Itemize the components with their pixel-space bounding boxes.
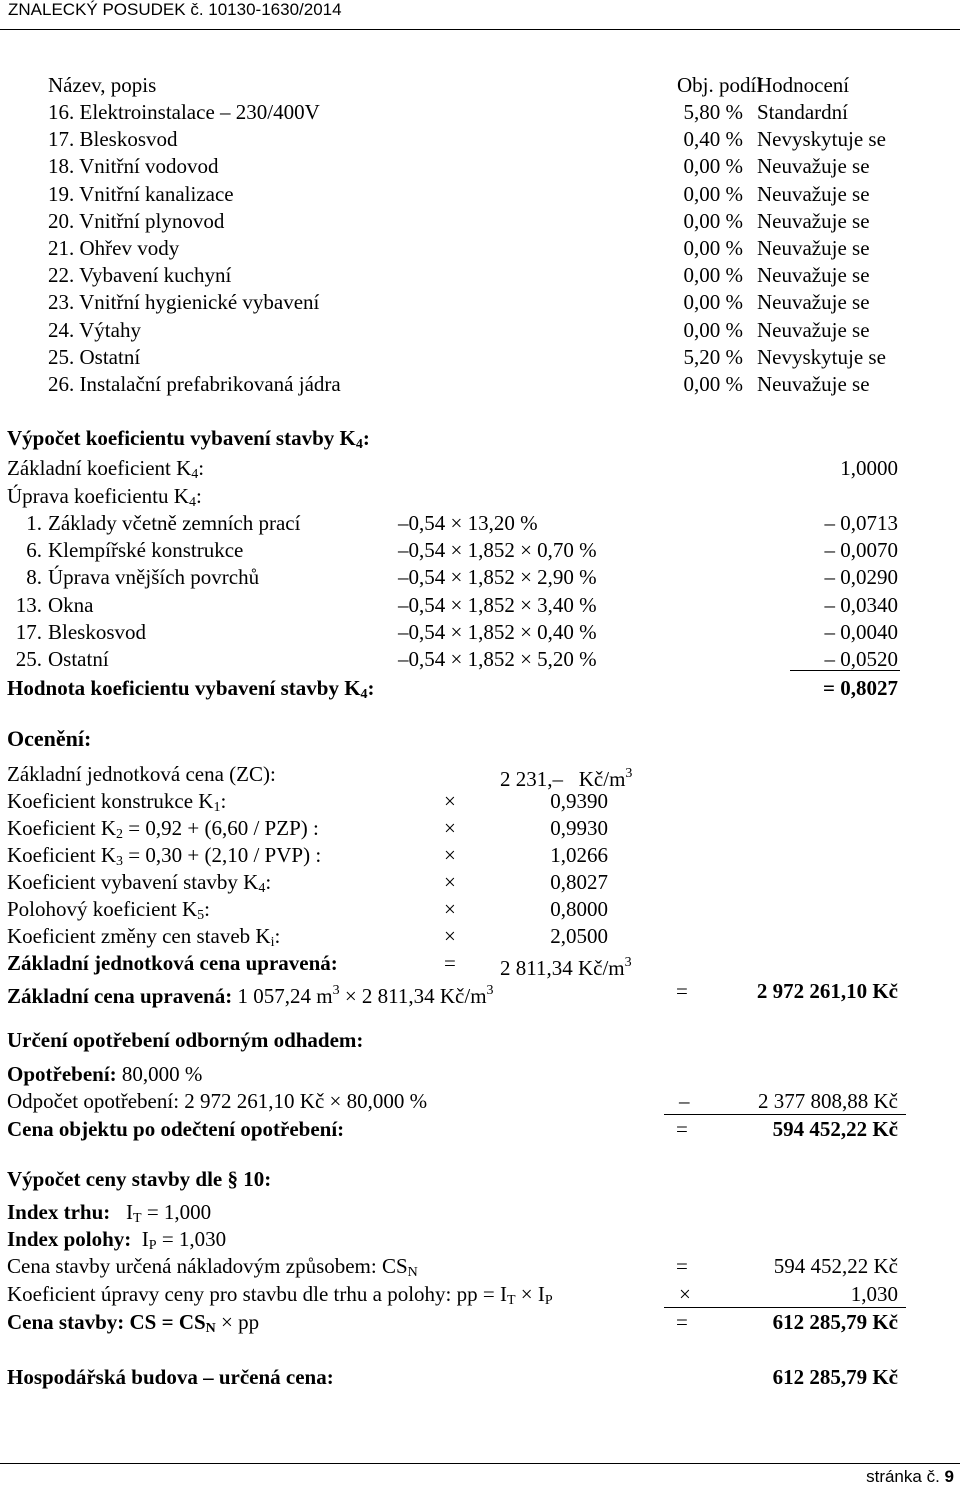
k4-item-number: 6.	[26, 538, 42, 563]
table-row-rating: Nevyskytuje se	[757, 127, 886, 152]
k2-times: ×	[444, 816, 456, 840]
table-row-rating: Standardní	[757, 100, 848, 124]
adj-unit-value: 2 811,34 $Kč/m^3$	[500, 955, 632, 980]
k4-item-name: Ostatní	[48, 647, 109, 671]
table-row-rating: Neuvažuje se	[757, 372, 870, 396]
table-row-rating: Neuvažuje se	[757, 208, 870, 233]
cs-line: Cena stavby: CS = $CS_N$ × pp	[7, 1310, 260, 1336]
table-row-share: 0,00 %	[683, 263, 743, 288]
adj-price-line: Základní cena upravená: 1 057,24 $m^3 \times 2$ 811,34 $Kč/m^3$	[7, 983, 494, 1008]
net-value: 594 452,22 Kč	[772, 1117, 898, 1141]
csn-label: Cena stavby určená nákladovým způsobem: $CS_N$	[7, 1254, 418, 1280]
wear-line: Opotřebení: 80,000 %	[7, 1062, 203, 1086]
k4-item-formula: –0,54 × 1,852 × 3,40 %	[398, 592, 597, 617]
adj-price-value: 2 972 261,10 Kč	[756, 979, 898, 1003]
k2-value: 0,9930	[550, 816, 608, 840]
k4-item-number: 13.	[15, 592, 42, 617]
k4-item-number: 1.	[26, 511, 42, 535]
table-row-share: 5,80 %	[683, 100, 743, 124]
adj-unit-eq: =	[444, 951, 456, 975]
col-share-header: Obj. podíl	[677, 73, 763, 97]
price10-heading: Výpočet ceny stavby dle § 10:	[7, 1167, 272, 1191]
k4-base-value: 1,0000	[840, 456, 898, 480]
table-row-share: 0,00 %	[683, 154, 743, 179]
table-row-share: 0,40 %	[683, 127, 743, 152]
ki-times: ×	[444, 924, 456, 948]
pp-rule	[664, 1307, 906, 1308]
table-row-rating: Neuvažuje se	[757, 290, 870, 315]
header-rule	[0, 29, 960, 30]
table-row-share: 5,20 %	[683, 344, 743, 369]
k4-heading: Výpočet koeficientu vybavení stavby $K_4$:	[7, 426, 370, 452]
deduction-sign: –	[679, 1089, 690, 1113]
table-row-share: 0,00 %	[683, 317, 743, 342]
k4-item-name: Okna	[48, 592, 94, 617]
pp-value: 1,030	[850, 1282, 898, 1306]
k4-item-value: – 0,0070	[824, 538, 898, 563]
table-row-rating: Nevyskytuje se	[757, 344, 886, 369]
k4v-value: 0,8027	[550, 870, 608, 894]
table-row-name: 22. Vybavení kuchyní	[48, 263, 232, 288]
header-title: ZNALECKÝ POSUDEK č. 10130-1630/2014	[8, 0, 342, 19]
wear-heading: Určení opotřebení odborným odhadem:	[7, 1028, 364, 1052]
zc-value: 2 231,– $Kč/m^3$	[500, 766, 633, 791]
k4-result-label: Hodnota koeficientu vybavení stavby $K_4$:	[7, 676, 375, 702]
deduction-value: 2 377 808,88 Kč	[758, 1089, 898, 1113]
table-row-rating: Neuvažuje se	[757, 181, 870, 206]
k4-item-number: 25.	[15, 647, 42, 671]
k4-item-name: Základy včetně zemních prací	[48, 511, 301, 535]
page-footer: stránka č. 9	[866, 1467, 954, 1486]
k4-item-number: 8.	[26, 565, 42, 590]
pp-sign: ×	[679, 1282, 691, 1306]
net-eq: =	[676, 1117, 688, 1141]
col-name-header: Název, popis	[48, 73, 157, 97]
table-row-rating: Neuvažuje se	[757, 236, 870, 260]
k3-times: ×	[444, 843, 456, 867]
table-row-rating: Neuvažuje se	[757, 154, 870, 179]
table-row-share: 0,00 %	[683, 208, 743, 233]
k1-label: Koeficient konstrukce $K_1$:	[7, 789, 227, 815]
k4-item-name: Klempířské konstrukce	[48, 538, 244, 563]
table-row-name: 25. Ostatní	[48, 344, 141, 369]
k4-item-value: – 0,0713	[824, 511, 898, 535]
table-row-share: 0,00 %	[683, 372, 743, 396]
table-row-share: 0,00 %	[683, 181, 743, 206]
k4v-times: ×	[444, 870, 456, 894]
deduction-rule	[664, 1114, 906, 1115]
cs-eq: =	[676, 1310, 688, 1334]
table-row-share: 0,00 %	[683, 236, 743, 260]
pp-label: Koeficient úpravy ceny pro stavbu dle trhu a polohy: pp = $I_T \times I_P$	[7, 1282, 553, 1308]
table-row-name: 17. Bleskosvod	[48, 127, 178, 152]
k5-label: Polohový koeficient $K_5$:	[7, 897, 210, 923]
zc-label: Základní jednotková cena (ZC):	[7, 762, 276, 786]
net-label: Cena objektu po odečtení opotřebení:	[7, 1117, 345, 1141]
k4-item-name: Úprava vnějších povrchů	[48, 565, 260, 590]
k4-item-value: – 0,0290	[824, 565, 898, 590]
table-row-name: 24. Výtahy	[48, 317, 141, 342]
k3-label: Koeficient $K_3 = 0,30 + (2,10 / PVP)$ :	[7, 843, 322, 869]
table-row-name: 20. Vnitřní plynovod	[48, 208, 225, 233]
col-rating-header: Hodnocení	[757, 73, 850, 97]
k4-sum-rule	[790, 670, 900, 671]
adj-price-eq: =	[676, 979, 688, 1003]
table-row-rating: Neuvažuje se	[757, 317, 870, 342]
final-value: 612 285,79 Kč	[772, 1365, 898, 1389]
table-row-rating: Neuvažuje se	[757, 263, 870, 288]
it-line: Index trhu: $I_T = 1,000$	[7, 1200, 212, 1226]
k4-item-value: – 0,0040	[824, 619, 898, 644]
k4-item-name: Bleskosvod	[48, 619, 147, 644]
k4-item-formula: –0,54 × 1,852 × 0,70 %	[398, 538, 597, 563]
table-row-name: 26. Instalační prefabrikovaná jádra	[48, 372, 341, 396]
k4-item-value: – 0,0340	[824, 592, 898, 617]
ip-line: Index polohy: $I_P = 1,030$	[7, 1227, 227, 1253]
document-header	[8, 0, 342, 20]
k4v-label: Koeficient vybavení stavby $K_4$:	[7, 870, 272, 896]
k4-item-number: 17.	[15, 619, 42, 644]
ki-value: 2,0500	[550, 924, 608, 948]
k4-item-formula: –0,54 × 1,852 × 5,20 %	[398, 647, 597, 671]
valuation-heading: Ocenění:	[7, 726, 92, 751]
footer-rule	[0, 1463, 960, 1464]
table-row-name: 16. Elektroinstalace – 230/400V	[48, 100, 320, 124]
k1-value: 0,9390	[550, 789, 608, 813]
k5-times: ×	[444, 897, 456, 921]
cs-value: 612 285,79 Kč	[772, 1310, 898, 1334]
k1-times: ×	[444, 789, 456, 813]
k4-item-formula: –0,54 × 13,20 %	[398, 511, 538, 535]
table-row-name: 23. Vnitřní hygienické vybavení	[48, 290, 320, 315]
csn-eq: =	[676, 1254, 688, 1278]
adj-unit-label: Základní jednotková cena upravená:	[7, 951, 338, 975]
k4-item-value: – 0,0520	[824, 647, 898, 671]
k4-result-value: = 0,8027	[823, 676, 898, 700]
k4-item-formula: –0,54 × 1,852 × 0,40 %	[398, 619, 597, 644]
table-row-name: 21. Ohřev vody	[48, 236, 180, 260]
csn-value: 594 452,22 Kč	[773, 1254, 898, 1278]
ki-label: Koeficient změny cen staveb $K_i$:	[7, 924, 281, 950]
k3-value: 1,0266	[550, 843, 608, 867]
k2-label: Koeficient $K_2 = 0,92 + (6,60 / PZP)$ :	[7, 816, 319, 842]
k4-base-label: Základní koeficient $K_4$:	[7, 456, 205, 482]
final-label: Hospodářská budova – určená cena:	[7, 1365, 334, 1389]
deduction-label: Odpočet opotřebení: 2 972 261,10 Kč × 80,000 %	[7, 1089, 428, 1113]
table-row-name: 19. Vnitřní kanalizace	[48, 181, 234, 206]
k4-item-formula: –0,54 × 1,852 × 2,90 %	[398, 565, 597, 590]
k5-value: 0,8000	[550, 897, 608, 921]
k4-adjust-label: Úprava koeficientu $K_4$:	[7, 484, 202, 510]
table-row-share: 0,00 %	[683, 290, 743, 315]
table-row-name: 18. Vnitřní vodovod	[48, 154, 219, 179]
